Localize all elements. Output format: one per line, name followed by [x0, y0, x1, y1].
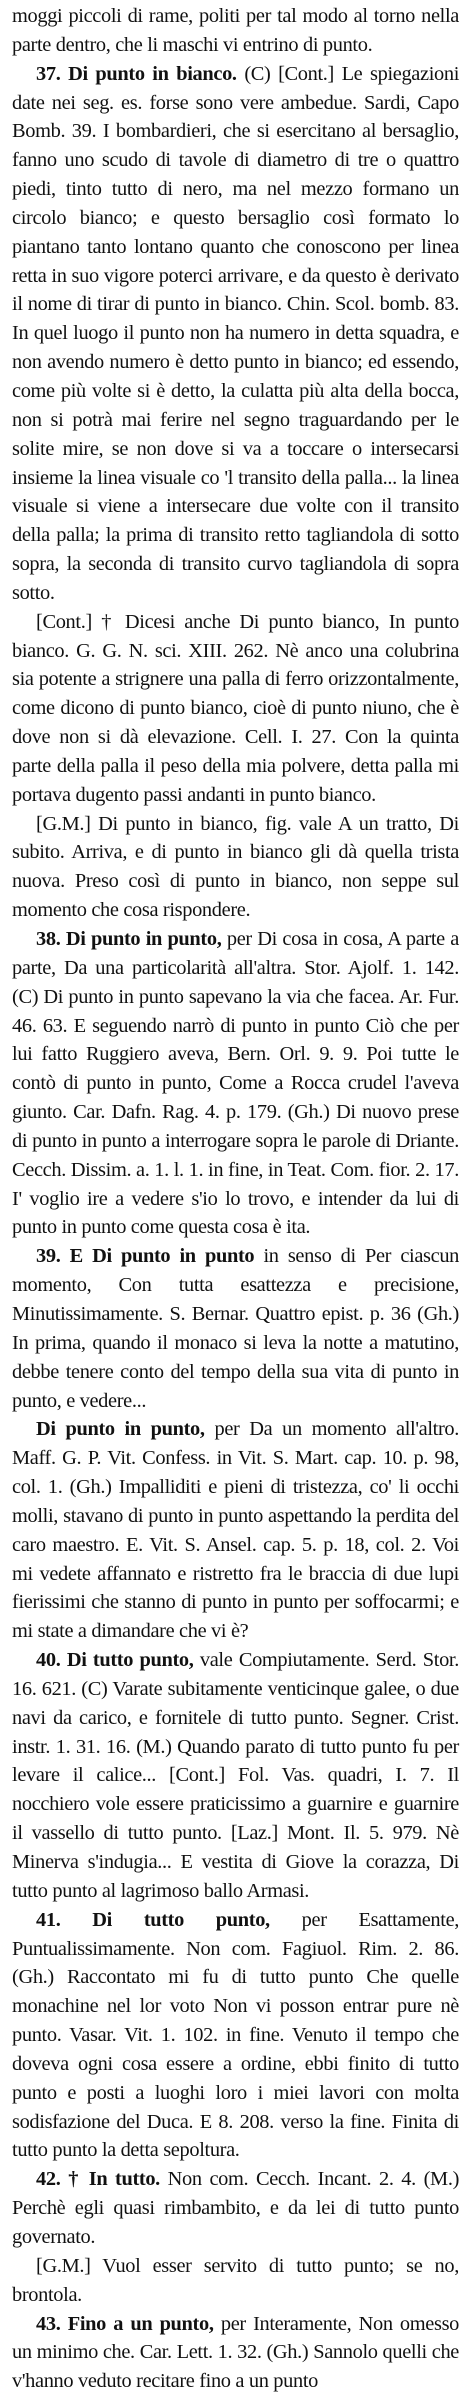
entry-text: moggi piccoli di rame, politi per tal modo al torno nella parte dentro, che li maschi vi entrino di punto. [12, 5, 459, 56]
entry-headword: Di punto in punto, [66, 928, 222, 950]
text-column [12, 2, 459, 2396]
entry-37 [12, 60, 459, 608]
entry-39-sub [12, 1415, 459, 1646]
entry-headword: Fino a un punto, [68, 2313, 214, 2335]
entry-headword: Di punto in punto, [36, 1418, 205, 1440]
entry-text: [Cont.] † Dicesi anche Di punto bianco, In punto bianco. G. G. N. sci. XIII. 262. Nè anco una colubrina sia potente a strignere una palla di ferro orizzontalmente, come dicono di punto bianco, cioè di punto niuno, che è dove non si dà elevazione. Cell. I. 27. Con la quinta parte della palla il peso della mia polvere, detta palla mi portava dugento passi andanti in punto bianco. [12, 611, 459, 806]
entry-42-gm [12, 2252, 459, 2310]
entry-text: per Di cosa in cosa, A parte a parte, Da una particolarità all'altra. Stor. Ajolf. 1. 142. (C) Di punto in punto sapevano la via che facea. Ar. Fur. 46. 63. E seguendo narrò di punto in punto Ciò che per lui fatto Ruggiero aveva, Bern. Orl. 9. 9. Poi tutte le contò di punto in punto, Come a Rocca crudel l'aveva giunto. Car. Dafn. Rag. 4. p. 179. (Gh.) Di nuovo prese di punto in punto a interrogare sopra le parole di Driante. Cecch. Dissim. a. 1. l. 1. in fine, in Teat. Com. fior. 2. 17. I' voglio ire a vedere s'io lo trovo, e intender da lui di punto in punto come questa cosa è ita. [12, 928, 459, 1238]
entry-43 [12, 2310, 459, 2396]
entry-headword: † In tutto. [68, 2168, 160, 2190]
entry-headword: Di tutto punto, [92, 1909, 270, 1931]
entry-40 [12, 1646, 459, 1906]
entry-37-gm [12, 810, 459, 925]
entry-text: vale Compiutamente. Serd. Stor. 16. 621. (C) Varate subitamente venticinque galee, o due navi da carico, e fornitele di tutto punto. Segner. Crist. instr. 1. 31. 16. (M.) Quando parato di tutto punto fu per levare il calice... [Cont.] Fol. Vas. quadri, I. 7. Il nocchiero vole essere praticissimo a guarnire e guarnire il vassello di tutto punto. [Laz.] Mont. Il. 5. 979. Nè Minerva s'indugia... E vestita di Giove la corazza, Di tutto punto al lagrimoso ballo Armasi. [12, 1649, 459, 1902]
entry-number: 37. [36, 63, 60, 85]
entry-text: Non com. Cecch. Incant. 2. 4. (M.) Perchè egli quasi rimbambito, e da lei di tutto punto governato. [12, 2168, 459, 2248]
entry-text: per Interamente, Non omesso un minimo che. Car. Lett. 1. 32. (Gh.) Sannolo quelli che v'hanno veduto recitare fino a un punto [12, 2313, 459, 2393]
entry-text: per Da un momento all'altro. Maff. G. P. Vit. Confess. in Vit. S. Mart. cap. 10. p. 98, col. 1. (Gh.) Impalliditi e pieni di tristezza, co' li occhi molli, stavano di punto in punto aspettando la perdita del caro maestro. E. Vit. S. Ansel. cap. 5. p. 18, col. 2. Voi mi vedete affannato e ristretto fra le braccia di due lupi fierissimi che stanno di punto in punto per soffocarmi; e mi state a dimandare che vi è? [12, 1418, 459, 1642]
entry-text: [G.M.] Vuol esser servito di tutto punto; se no, brontola. [12, 2255, 459, 2306]
entry-text: in senso di Per ciascun momento, Con tutta esattezza e precisione, Minutissimamente. S. Bernar. Quattro epist. p. 36 (Gh.) In prima, quando il monaco si leva la notte a matutino, debbe tenere conto del tempo della sua vita di punto in punto, e vedere... [12, 1245, 459, 1411]
entry-number: 39. [36, 1245, 60, 1267]
entry-text: [G.M.] Di punto in bianco, fig. vale A un tratto, Di subito. Arriva, e di punto in bianco gli dà quella trista nuova. Preso così di punto in bianco, non seppe sul momento che cosa rispondere. [12, 813, 459, 922]
entry-number: 41. [36, 1909, 60, 1931]
entry-headword: Di tutto punto, [67, 1649, 194, 1671]
entry-number: 38. [36, 928, 60, 950]
entry-continuation [12, 2, 459, 60]
entry-number: 40. [36, 1649, 60, 1671]
entry-38 [12, 925, 459, 1242]
entry-41 [12, 1906, 459, 2166]
entry-text: (C) [Cont.] Le spiegazioni date nei seg. es. forse sono vere ambedue. Sardi, Capo Bomb. 39. I bombardieri, che si esercitano al bersaglio, fanno uno scudo di tavole di diametro di tre o quattro piedi, tinto tutto di nero, ma nel mezzo formano un circolo bianco; e questo bersaglio così formato lo piantano tanto lontano quanto che conoscono per linea retta in suo vigore poterci arrivare, e da questo è derivato il nome di tirar di punto in bianco. Chin. Scol. bomb. 83. In quel luogo il punto non ha numero in detta squadra, e non avendo numero è detto punto in bianco; ed essendo, come più volte si è detto, la culatta più alta della bocca, non si potrà mai ferire nel segno traguardando per le solite mire, se non dove si va a toccare o intersecarsi insieme la linea visuale co 'l transito della palla... la linea visuale si viene a intersecare due volte con il transito della palla; la prima di transito retto tagliandola di sotto sopra, la seconda di transito curvo tagliandola di sopra sotto. [12, 63, 459, 604]
entry-42 [12, 2165, 459, 2252]
entry-37-cont [12, 608, 459, 810]
entry-text: per Esattamente, Puntualissimamente. Non com. Fagiuol. Rim. 2. 86. (Gh.) Raccontato mi fu di tutto punto Che quelle monachine nel lor voto Non vi posson entrar pure nè punto. Vasar. Vit. 1. 102. in fine. Venuto il tempo che doveva ogni cosa essere a ordine, ebbi finito di tutto punto e posti a luoghi loro i miei lavori con molta sodisfazione del Duca. E 8. 208. verso la fine. Finita di tutto punto la detta sepoltura. [12, 1909, 459, 2162]
entry-number: 42. [36, 2168, 60, 2190]
entry-39 [12, 1242, 459, 1415]
entry-headword: E Di punto in punto [70, 1245, 255, 1267]
entry-number: 43. [36, 2313, 60, 2335]
entry-headword: Di punto in bianco. [68, 63, 237, 85]
